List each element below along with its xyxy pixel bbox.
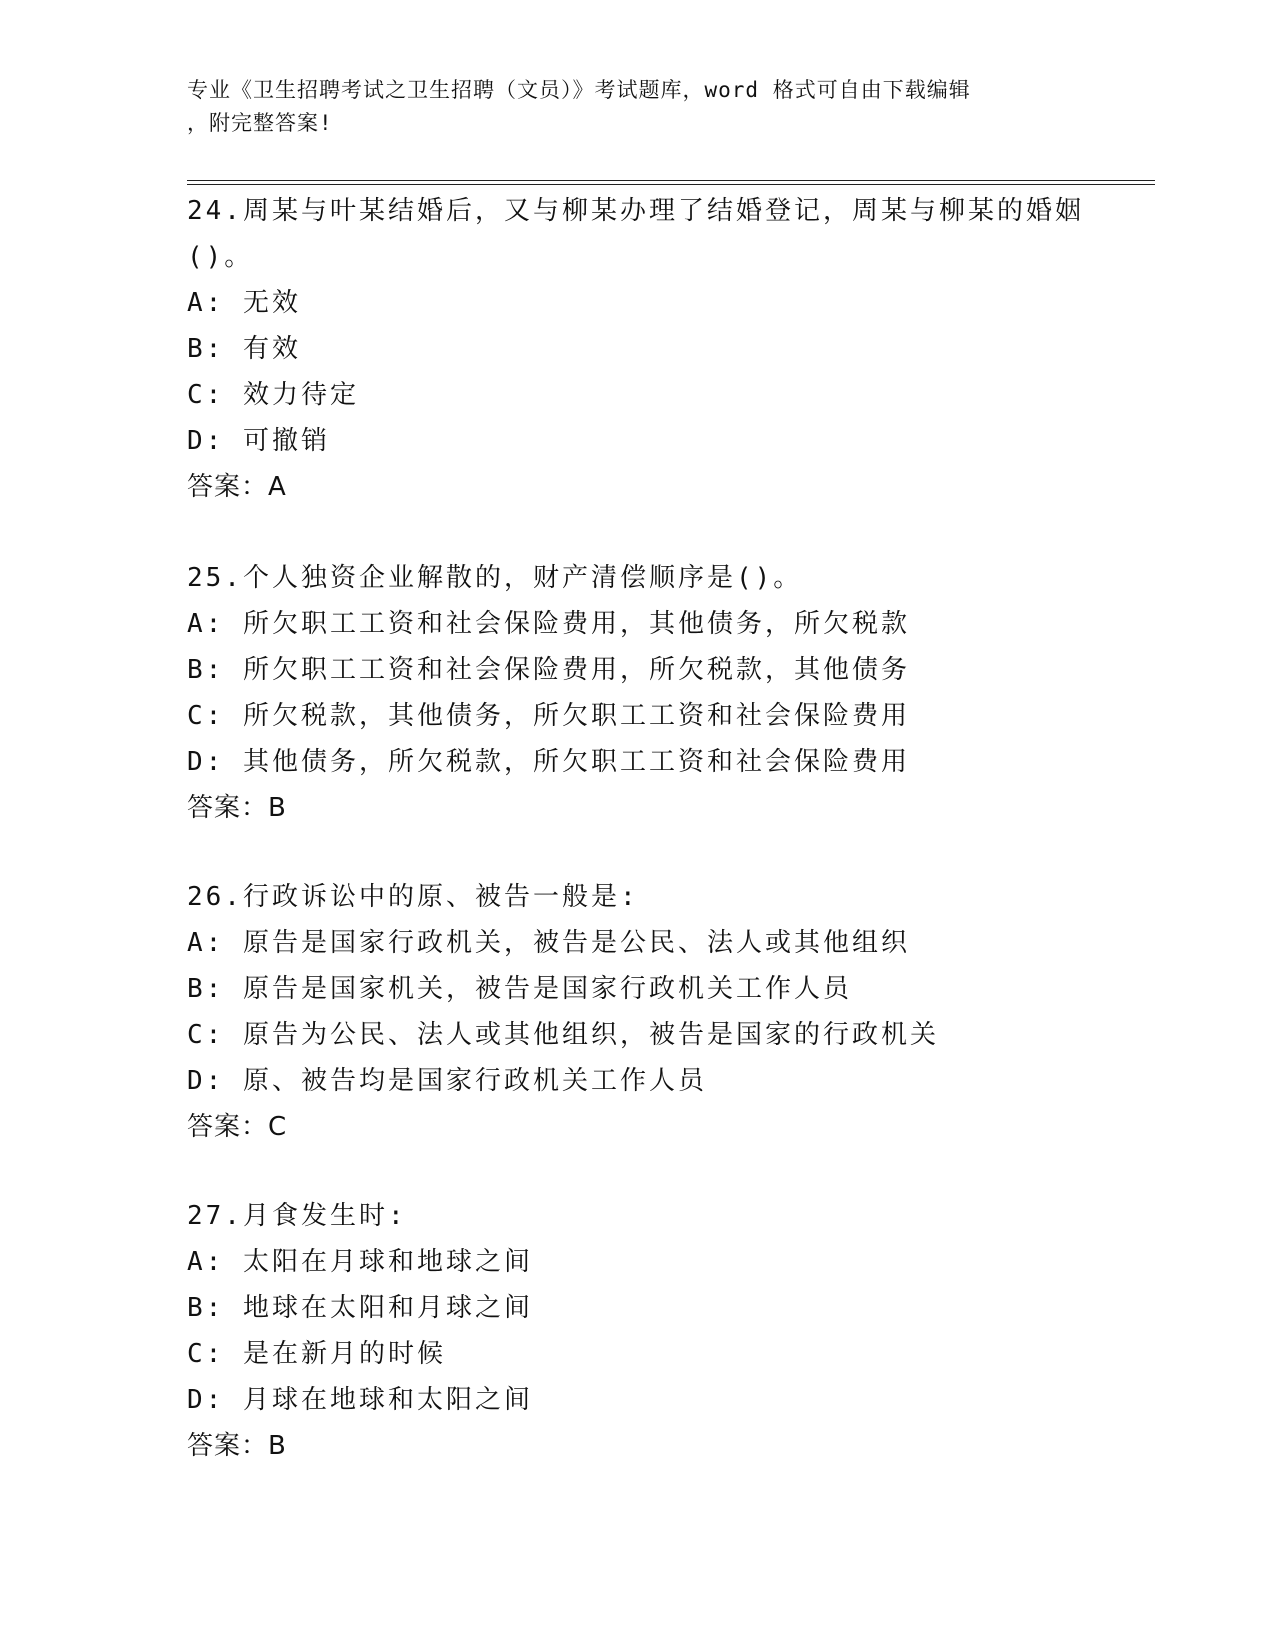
option-a: A: 无效 [187, 288, 301, 318]
question-stem: 27.月食发生时: [187, 1201, 407, 1231]
question-stem: 24.周某与叶某结婚后，又与柳某办理了结婚登记，周某与柳某的婚姻 [187, 196, 1084, 226]
option-b: B: 所欠职工工资和社会保险费用，所欠税款，其他债务 [187, 655, 910, 685]
question-stem: 25.个人独资企业解散的，财产清偿顺序是()。 [187, 563, 803, 593]
answer-line: 答案：A [187, 472, 287, 502]
header-divider-top [187, 180, 1155, 181]
option-a: A: 太阳在月球和地球之间 [187, 1247, 533, 1277]
header-divider-bottom [187, 184, 1155, 185]
option-b: B: 有效 [187, 334, 301, 364]
answer-line: 答案：B [187, 793, 287, 823]
question-stem: 26.行政诉讼中的原、被告一般是: [187, 882, 639, 912]
answer-line: 答案：C [187, 1112, 288, 1142]
option-d: D: 月球在地球和太阳之间 [187, 1385, 533, 1415]
option-a: A: 原告是国家行政机关，被告是公民、法人或其他组织 [187, 928, 910, 958]
option-a: A: 所欠职工工资和社会保险费用，其他债务，所欠税款 [187, 609, 910, 639]
option-b: B: 原告是国家机关，被告是国家行政机关工作人员 [187, 974, 852, 1004]
header-line-2: ，附完整答案! [187, 111, 333, 135]
question-25 [187, 555, 1147, 831]
document-header [187, 74, 1087, 140]
question-stem-continued: ()。 [187, 242, 254, 272]
option-d: D: 可撤销 [187, 426, 330, 456]
question-27 [187, 1193, 1147, 1469]
option-c: C: 所欠税款，其他债务，所欠职工工资和社会保险费用 [187, 701, 910, 731]
option-d: D: 原、被告均是国家行政机关工作人员 [187, 1066, 707, 1096]
option-b: B: 地球在太阳和月球之间 [187, 1293, 533, 1323]
answer-line: 答案：B [187, 1431, 287, 1461]
question-24 [187, 188, 1147, 510]
option-c: C: 效力待定 [187, 380, 359, 410]
header-line-1: 专业《卫生招聘考试之卫生招聘（文员）》考试题库，word 格式可自由下载编辑 [187, 78, 971, 102]
question-26 [187, 874, 1147, 1150]
option-d: D: 其他债务，所欠税款，所欠职工工资和社会保险费用 [187, 747, 910, 777]
option-c: C: 原告为公民、法人或其他组织，被告是国家的行政机关 [187, 1020, 939, 1050]
option-c: C: 是在新月的时候 [187, 1339, 446, 1369]
